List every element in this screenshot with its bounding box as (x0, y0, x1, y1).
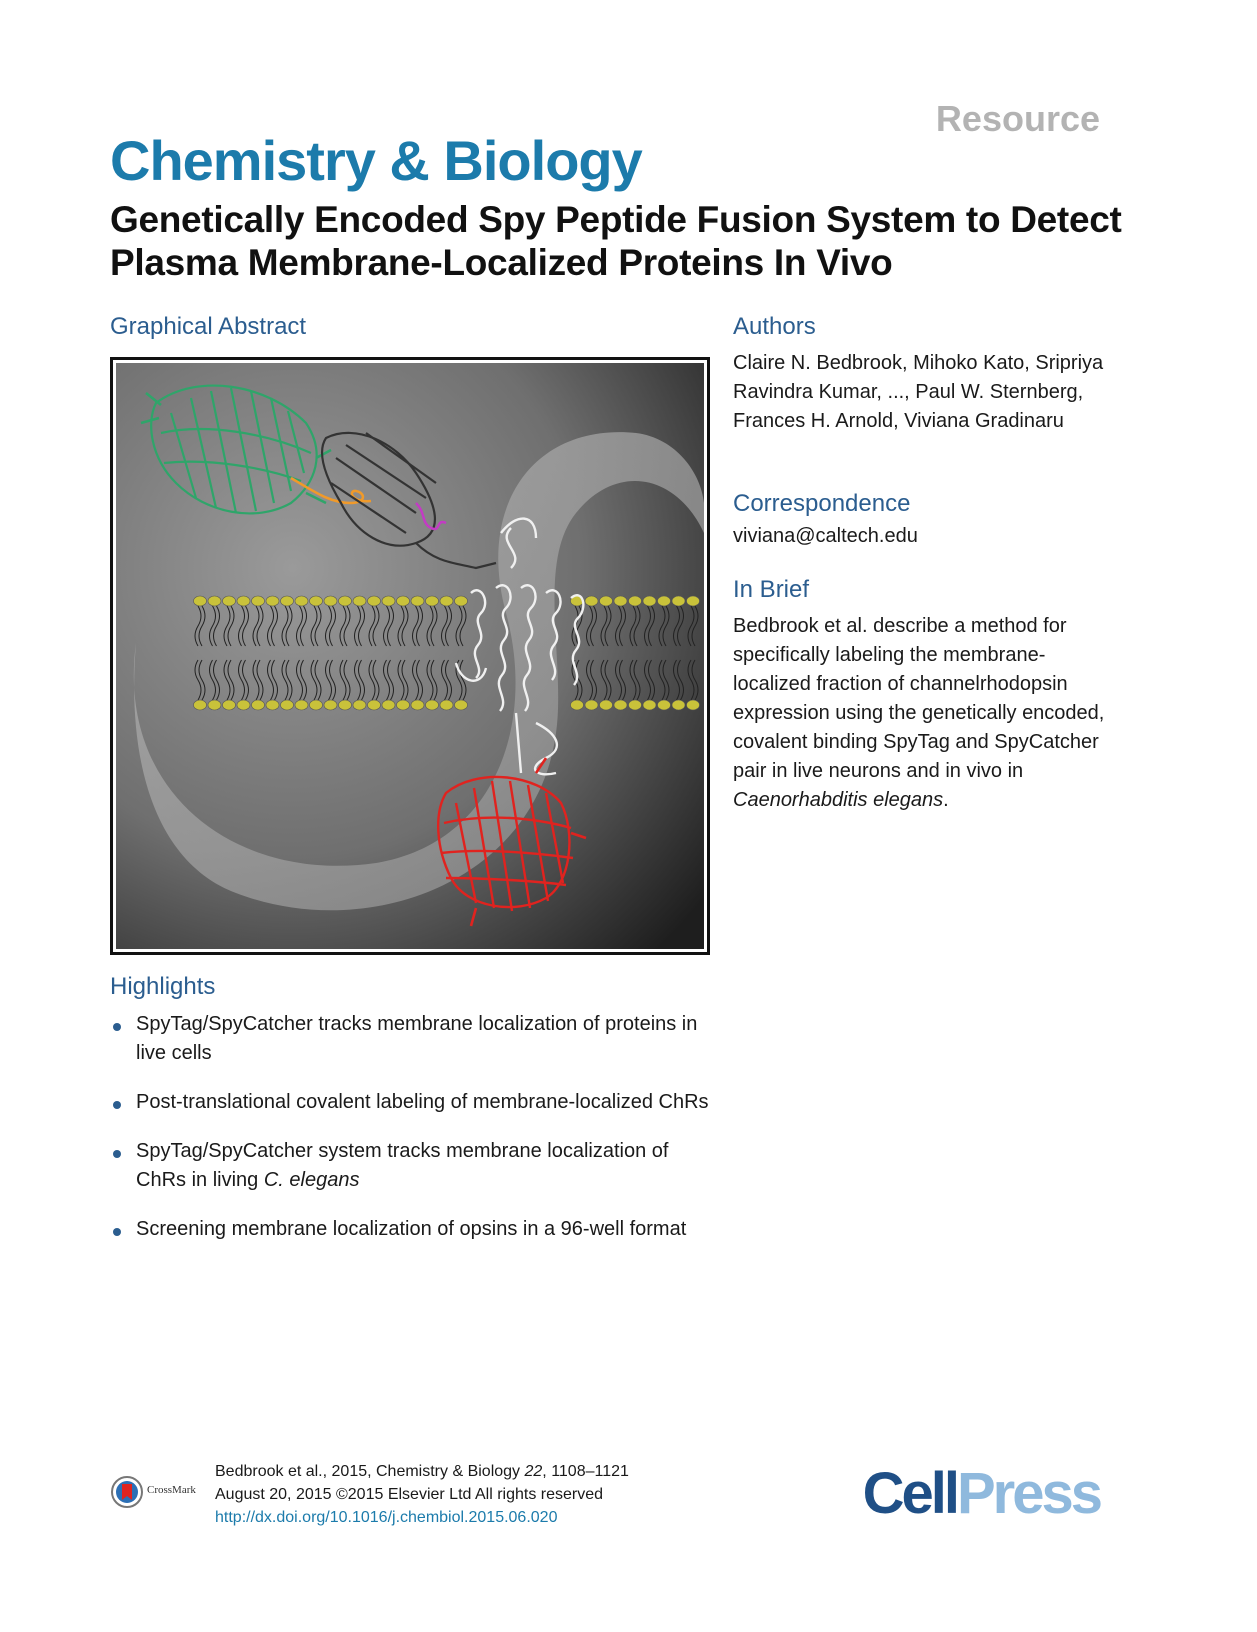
authors-list: Claire N. Bedbrook, Mihoko Kato, Sripriya Ravindra Kumar, ..., Paul W. Sternberg, Frances H. Arnold, Viviana Gradinaru (733, 352, 1104, 432)
highlight-species: C. elegans (263, 1169, 360, 1191)
in-brief-body: Bedbrook et al. describe a method for specifically labeling the membrane-localized fraction of channelrhodopsin expression using the genetically encoded, covalent binding SpyTag and SpyCatcher pair in live neurons and in vivo in (733, 615, 1105, 782)
crossmark-label: CrossMark (147, 1484, 196, 1496)
in-brief-text (733, 612, 1118, 815)
logo-cell: Cell (862, 1461, 957, 1526)
correspondence-email[interactable]: viviana@caltech.edu (733, 525, 918, 547)
highlights-heading: Highlights (110, 973, 216, 1000)
journal-name: Chemistry & Biology (110, 129, 642, 192)
cellpress-logo (863, 1460, 1100, 1527)
graphical-abstract-figure (110, 357, 710, 955)
citation-volume: 22 (524, 1463, 543, 1480)
crossmark-icon (110, 1475, 144, 1509)
highlight-text: Screening membrane localization of opsins in a 96-well format (136, 1218, 687, 1240)
highlight-item (110, 1010, 720, 1068)
graphical-abstract-illustration (116, 363, 704, 949)
article-title: Genetically Encoded Spy Peptide Fusion System to Detect Plasma Membrane-Localized Proteins In Vivo (110, 199, 1122, 283)
membrane-upper-heads (194, 596, 700, 606)
membrane-lower-heads (194, 700, 700, 710)
bullet-icon (113, 1101, 121, 1109)
article-type-label: Resource (935, 98, 1100, 139)
in-brief-period: . (943, 789, 949, 811)
doi-link[interactable]: http://dx.doi.org/10.1016/j.chembiol.2015.06.020 (215, 1509, 558, 1526)
citation-block (215, 1460, 629, 1529)
highlight-text: SpyTag/SpyCatcher tracks membrane localization of proteins in live cells (136, 1013, 698, 1064)
date-line: August 20, 2015 ©2015 Elsevier Ltd All rights reserved (215, 1486, 604, 1503)
graphical-abstract-heading: Graphical Abstract (110, 313, 307, 340)
bullet-icon (113, 1150, 121, 1158)
in-brief-species: Caenorhabditis elegans (733, 789, 944, 811)
highlight-item (110, 1215, 720, 1244)
bullet-icon (113, 1023, 121, 1031)
highlight-item (110, 1088, 720, 1117)
citation-pages: , 1108–1121 (542, 1463, 629, 1480)
bullet-icon (113, 1228, 121, 1236)
highlights-list (110, 1010, 720, 1264)
highlight-text: SpyTag/SpyCatcher system tracks membrane localization of ChRs in living (136, 1140, 669, 1191)
correspondence-heading: Correspondence (733, 490, 911, 517)
logo-press: Press (956, 1461, 1100, 1526)
authors-heading: Authors (733, 313, 816, 340)
highlight-item (110, 1137, 720, 1195)
in-brief-heading: In Brief (733, 576, 810, 603)
citation-line (215, 1460, 629, 1483)
crossmark-badge[interactable] (110, 1473, 210, 1513)
citation-prefix: Bedbrook et al., 2015, Chemistry & Biology (215, 1463, 525, 1480)
highlight-text: Post-translational covalent labeling of membrane-localized ChRs (136, 1091, 709, 1113)
